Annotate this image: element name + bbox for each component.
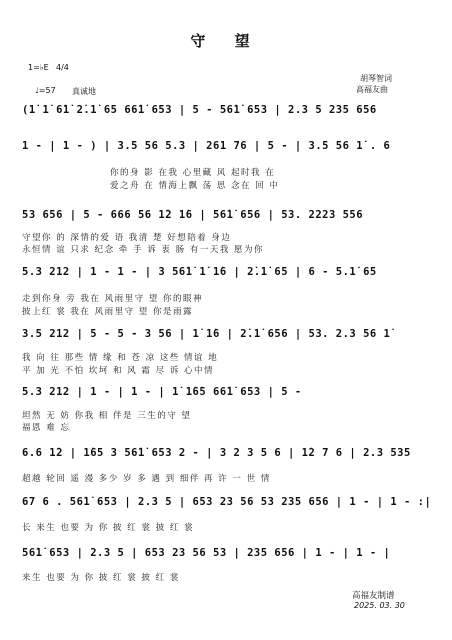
lyric-line: 爱之舟 在 情海上飘 荡 思 念在 回 中 (110, 181, 280, 191)
notation-line: 5.3 212 | 1 - 1 - | 3 56̇1̇ 1̇ 1̇6 | 2̇.1̇ 65 | 6 - 5.1̇ 65 (22, 266, 377, 278)
notation-line: 1 - | 1 - ) | 3.5 56 5.3 | 261 76 | 5 - | 3.5 56 1̇ . 6 (22, 140, 391, 152)
lyricist-credit: 胡琴智词 (360, 74, 392, 83)
lyric-line: 永恒情 谊 只求 纪念 牵 手 诉 衷 肠 有一天我 愿为你 (22, 245, 265, 255)
lyric-line: 披上红 裳 我在 风雨里守 望 你是雨露 (22, 307, 194, 317)
lyric-line: 超越 轮回 遥 漫 多少 岁 多 遇 到 细伴 再 许 一 世 情 (22, 474, 271, 484)
notation-line: 5.3 212 | 1 - | 1 - | 1̇ 1̇6̇5 66̇1̇ 653 | 5 - (22, 386, 302, 398)
notation-line: 6.6 1̇2 | 1̇65 3 56̇1̇ 653 2 - | 3 2 3 5 6 | 1̇2 7 6 | 2.3 535 (22, 447, 411, 459)
lyric-line: 守望你 的 深情的爱 语 我清 楚 好想陪着 身边 (22, 233, 232, 243)
arranger-signature: 高福友制谱 (352, 591, 395, 601)
lyric-line: 你的身 影 在我 心里藏 风 起时我 在 (110, 168, 276, 178)
composer-credit: 高福友曲 (356, 85, 388, 94)
notation-line: (1̇ 1̇ 6̇1̇ 2̇.1̇ 65 66̇1̇ 653 | 5 - 56̇1̇ 653 | 2.3 5 235 656 (22, 104, 377, 116)
arranger-date: 2025. 03. 30 (354, 601, 405, 610)
lyric-line: 走到你身 旁 我在 风雨里守 望 你的眼神 (22, 294, 204, 304)
lyric-line: 来生 也要 为 你 披 红 裳 披 红 裳 (22, 573, 180, 583)
song-title: 守 望 (190, 32, 262, 50)
notation-line: 53 656 | 5 - 666 56 1̇2 1̇6 | 56̇1̇ 656 | 53. 2223 556 (22, 209, 364, 221)
lyric-line: 福恩 难 忘 (22, 423, 71, 433)
key-signature: 1=♭E (28, 63, 49, 72)
time-signature: 4/4 (56, 63, 69, 72)
notation-line: 67 6 . 56̇1̇ 653 | 2.3 5 | 653 23 56 53 235 656 | 1 - | 1 - :| (22, 496, 432, 508)
lyric-line: 平 加 光 不怕 坎坷 和 风 霜 尽 诉 心中情 (22, 366, 215, 376)
expression-marking: 真诚地 (72, 87, 96, 96)
lyric-line: 我 向 往 那些 情 缘 和 苍 凉 这些 情谊 地 (22, 353, 219, 363)
notation-line: 3.5 212 | 5 - 5 - 3 56 | 1̇ 1̇6 | 2̇.1̇ 656 | 53. 2.3 56 1̇ (22, 328, 391, 340)
lyric-line: 坦然 无 妨 你我 相 伴是 三生的守 望 (22, 411, 192, 421)
tempo-marking: ♩=57 (35, 86, 56, 95)
notation-line: 56̇1̇ 653 | 2.3 5 | 653 23 56 53 | 235 656 | 1 - | 1 - | (22, 547, 391, 559)
lyric-line: 长 来生 也要 为 你 披 红 裳 披 红 裳 (22, 523, 195, 533)
